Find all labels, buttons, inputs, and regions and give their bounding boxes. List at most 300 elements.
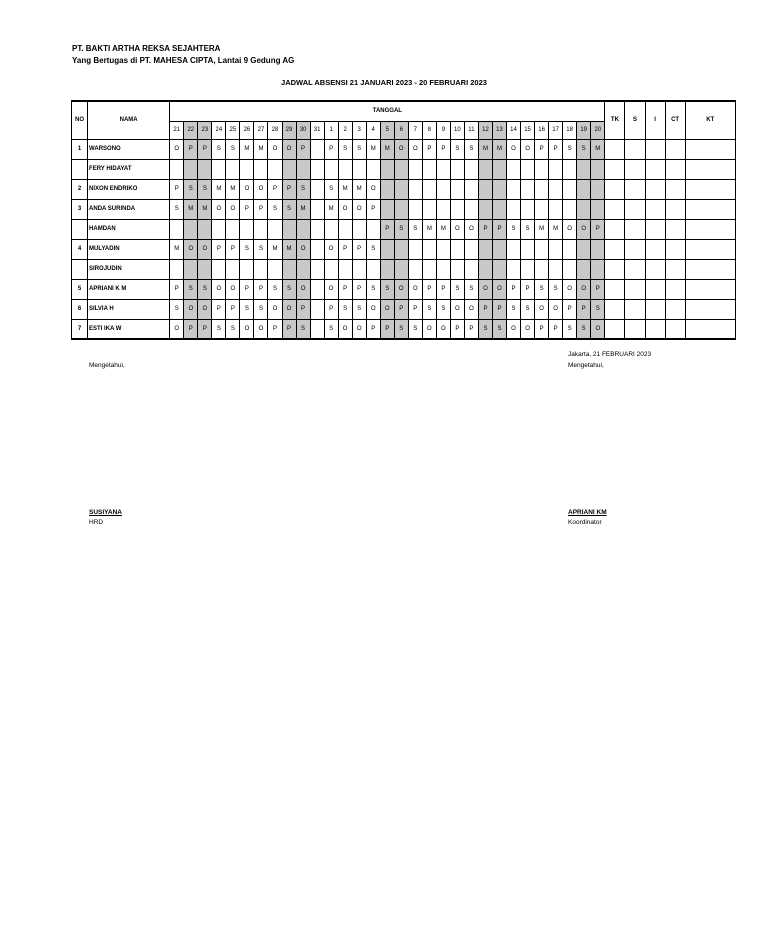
- shift-cell: [296, 159, 310, 179]
- summary-s-cell: [625, 299, 645, 319]
- shift-cell: S: [170, 199, 184, 219]
- shift-cell: O: [240, 179, 254, 199]
- summary-ct-cell: [665, 199, 685, 219]
- shift-cell: [549, 259, 563, 279]
- right-place-date: Jakarta, 21 FEBRUARI 2023: [568, 351, 652, 358]
- table-row: [72, 279, 736, 299]
- shift-cell: [240, 259, 254, 279]
- shift-cell: [563, 259, 577, 279]
- shift-cell: P: [240, 199, 254, 219]
- summary-ct-cell: [665, 319, 685, 339]
- shift-cell: [310, 299, 324, 319]
- col-header-name: NAMA: [88, 101, 170, 139]
- shift-cell: P: [282, 319, 296, 339]
- shift-cell: M: [170, 239, 184, 259]
- shift-cell: S: [380, 279, 394, 299]
- shift-cell: S: [549, 279, 563, 299]
- shift-cell: [577, 259, 591, 279]
- shift-cell: [170, 219, 184, 239]
- shift-cell: [577, 159, 591, 179]
- day-header: 12: [478, 121, 492, 139]
- shift-cell: [507, 179, 521, 199]
- shift-cell: O: [591, 319, 605, 339]
- shift-cell: P: [422, 139, 436, 159]
- shift-cell: O: [170, 319, 184, 339]
- shift-cell: [464, 259, 478, 279]
- summary-ct-cell: [665, 159, 685, 179]
- shift-cell: S: [226, 319, 240, 339]
- shift-cell: S: [436, 299, 450, 319]
- shift-cell: P: [450, 319, 464, 339]
- row-number: 6: [72, 299, 88, 319]
- shift-cell: P: [591, 279, 605, 299]
- col-header-no: NO: [72, 101, 88, 139]
- employee-name: FERY HIDAYAT: [88, 159, 170, 179]
- shift-cell: [408, 239, 422, 259]
- summary-i-cell: [645, 179, 665, 199]
- shift-cell: O: [507, 319, 521, 339]
- shift-cell: [240, 159, 254, 179]
- shift-cell: O: [282, 139, 296, 159]
- col-header-tk: TK: [605, 101, 625, 139]
- shift-cell: P: [198, 139, 212, 159]
- shift-cell: S: [478, 319, 492, 339]
- shift-cell: [240, 219, 254, 239]
- shift-cell: P: [577, 299, 591, 319]
- shift-cell: O: [170, 139, 184, 159]
- shift-cell: O: [577, 279, 591, 299]
- summary-kt-cell: [685, 199, 735, 219]
- shift-cell: P: [170, 279, 184, 299]
- shift-cell: P: [338, 239, 352, 259]
- shift-cell: [521, 179, 535, 199]
- shift-cell: P: [366, 199, 380, 219]
- shift-cell: S: [450, 139, 464, 159]
- shift-cell: [324, 159, 338, 179]
- shift-cell: S: [535, 279, 549, 299]
- shift-cell: O: [464, 219, 478, 239]
- shift-cell: [380, 199, 394, 219]
- shift-cell: S: [296, 179, 310, 199]
- shift-cell: M: [478, 139, 492, 159]
- shift-cell: [521, 239, 535, 259]
- shift-cell: S: [198, 179, 212, 199]
- shift-cell: O: [282, 299, 296, 319]
- shift-cell: [212, 159, 226, 179]
- right-acknowledge: Mengetahui,: [568, 362, 604, 369]
- shift-cell: P: [240, 279, 254, 299]
- shift-cell: M: [268, 239, 282, 259]
- shift-cell: [563, 239, 577, 259]
- summary-kt-cell: [685, 179, 735, 199]
- shift-cell: O: [577, 219, 591, 239]
- shift-cell: O: [408, 279, 422, 299]
- shift-cell: P: [198, 319, 212, 339]
- shift-cell: O: [184, 239, 198, 259]
- shift-cell: [422, 159, 436, 179]
- attendance-table: [71, 100, 736, 340]
- shift-cell: [507, 159, 521, 179]
- shift-cell: M: [254, 139, 268, 159]
- shift-cell: M: [422, 219, 436, 239]
- shift-cell: O: [422, 319, 436, 339]
- shift-cell: S: [324, 179, 338, 199]
- shift-cell: O: [184, 299, 198, 319]
- shift-cell: O: [521, 319, 535, 339]
- shift-cell: [310, 159, 324, 179]
- summary-tk-cell: [605, 299, 625, 319]
- employee-name: APRIANI K M: [88, 279, 170, 299]
- shift-cell: O: [226, 279, 240, 299]
- day-header: 30: [296, 121, 310, 139]
- shift-cell: S: [450, 279, 464, 299]
- day-header: 25: [226, 121, 240, 139]
- shift-cell: [535, 259, 549, 279]
- shift-cell: S: [226, 139, 240, 159]
- shift-cell: [521, 259, 535, 279]
- shift-cell: P: [492, 299, 506, 319]
- shift-cell: M: [338, 179, 352, 199]
- shift-cell: O: [366, 179, 380, 199]
- shift-cell: [380, 259, 394, 279]
- shift-cell: [310, 239, 324, 259]
- employee-name: ANDA SURINDA: [88, 199, 170, 219]
- shift-cell: S: [268, 199, 282, 219]
- row-number: [72, 219, 88, 239]
- shift-cell: [507, 239, 521, 259]
- shift-cell: [492, 259, 506, 279]
- shift-cell: [549, 239, 563, 259]
- shift-cell: P: [380, 319, 394, 339]
- shift-cell: [170, 159, 184, 179]
- row-number: 1: [72, 139, 88, 159]
- shift-cell: O: [324, 279, 338, 299]
- shift-cell: [170, 259, 184, 279]
- shift-cell: M: [352, 179, 366, 199]
- day-header: 6: [394, 121, 408, 139]
- shift-cell: S: [577, 139, 591, 159]
- shift-cell: [535, 179, 549, 199]
- shift-cell: P: [324, 299, 338, 319]
- shift-cell: [478, 159, 492, 179]
- employee-name: SIROJUDIN: [88, 259, 170, 279]
- day-header: 2: [338, 121, 352, 139]
- summary-s-cell: [625, 239, 645, 259]
- day-header: 31: [310, 121, 324, 139]
- day-header: 5: [380, 121, 394, 139]
- shift-cell: [591, 179, 605, 199]
- shift-cell: [492, 159, 506, 179]
- shift-cell: S: [338, 299, 352, 319]
- day-header: 19: [577, 121, 591, 139]
- shift-cell: [352, 159, 366, 179]
- day-header: 29: [282, 121, 296, 139]
- shift-cell: [436, 179, 450, 199]
- summary-i-cell: [645, 239, 665, 259]
- col-header-ct: CT: [665, 101, 685, 139]
- company-name: PT. BAKTI ARTHA REKSA SEJAHTERA: [72, 44, 221, 53]
- shift-cell: [394, 239, 408, 259]
- shift-cell: O: [338, 199, 352, 219]
- shift-cell: [226, 159, 240, 179]
- shift-cell: [422, 179, 436, 199]
- shift-cell: [212, 219, 226, 239]
- summary-ct-cell: [665, 259, 685, 279]
- shift-cell: [310, 199, 324, 219]
- shift-cell: [436, 259, 450, 279]
- shift-cell: [521, 199, 535, 219]
- shift-cell: [324, 259, 338, 279]
- summary-kt-cell: [685, 139, 735, 159]
- shift-cell: M: [366, 139, 380, 159]
- shift-cell: O: [380, 299, 394, 319]
- shift-cell: P: [226, 239, 240, 259]
- shift-cell: S: [563, 139, 577, 159]
- summary-tk-cell: [605, 159, 625, 179]
- shift-cell: [422, 199, 436, 219]
- summary-i-cell: [645, 219, 665, 239]
- shift-cell: [394, 179, 408, 199]
- shift-cell: M: [436, 219, 450, 239]
- shift-cell: [310, 179, 324, 199]
- shift-cell: S: [282, 279, 296, 299]
- day-header: 22: [184, 121, 198, 139]
- summary-s-cell: [625, 259, 645, 279]
- row-number: [72, 259, 88, 279]
- shift-cell: O: [352, 199, 366, 219]
- shift-cell: S: [577, 319, 591, 339]
- shift-cell: [184, 259, 198, 279]
- day-header: 18: [563, 121, 577, 139]
- shift-cell: [310, 219, 324, 239]
- col-header-i: I: [645, 101, 665, 139]
- shift-cell: O: [212, 279, 226, 299]
- summary-tk-cell: [605, 239, 625, 259]
- shift-cell: S: [366, 239, 380, 259]
- shift-cell: P: [296, 139, 310, 159]
- day-header: 17: [549, 121, 563, 139]
- table-row: [72, 299, 736, 319]
- shift-cell: S: [352, 299, 366, 319]
- shift-cell: S: [240, 299, 254, 319]
- shift-cell: O: [563, 279, 577, 299]
- shift-cell: M: [198, 199, 212, 219]
- shift-cell: M: [212, 179, 226, 199]
- shift-cell: [492, 239, 506, 259]
- shift-cell: S: [394, 319, 408, 339]
- shift-cell: [198, 259, 212, 279]
- shift-cell: [521, 159, 535, 179]
- shift-cell: S: [184, 279, 198, 299]
- shift-cell: M: [296, 199, 310, 219]
- shift-cell: [212, 259, 226, 279]
- shift-cell: [282, 219, 296, 239]
- table-row: [72, 219, 736, 239]
- left-signatory-name: SUSIYANA: [89, 509, 122, 516]
- day-header: 13: [492, 121, 506, 139]
- summary-i-cell: [645, 259, 665, 279]
- shift-cell: O: [394, 139, 408, 159]
- shift-cell: [226, 259, 240, 279]
- shift-cell: S: [352, 139, 366, 159]
- shift-cell: O: [394, 279, 408, 299]
- shift-cell: M: [324, 199, 338, 219]
- table-row: [72, 159, 736, 179]
- shift-cell: [366, 159, 380, 179]
- shift-cell: O: [226, 199, 240, 219]
- shift-cell: S: [282, 199, 296, 219]
- shift-cell: [464, 239, 478, 259]
- shift-cell: [408, 259, 422, 279]
- shift-cell: S: [507, 299, 521, 319]
- right-signatory-name: APRIANI KM: [568, 509, 607, 516]
- shift-cell: [254, 259, 268, 279]
- shift-cell: S: [212, 319, 226, 339]
- shift-cell: O: [478, 279, 492, 299]
- employee-name: MULYADIN: [88, 239, 170, 259]
- summary-s-cell: [625, 179, 645, 199]
- shift-cell: P: [535, 319, 549, 339]
- table-row: [72, 259, 736, 279]
- shift-cell: S: [198, 279, 212, 299]
- shift-cell: S: [408, 219, 422, 239]
- summary-i-cell: [645, 299, 665, 319]
- shift-cell: [310, 139, 324, 159]
- shift-cell: [507, 259, 521, 279]
- shift-cell: [310, 259, 324, 279]
- row-number: 7: [72, 319, 88, 339]
- summary-kt-cell: [685, 219, 735, 239]
- day-header: 4: [366, 121, 380, 139]
- day-header: 28: [268, 121, 282, 139]
- shift-cell: S: [268, 279, 282, 299]
- summary-ct-cell: [665, 239, 685, 259]
- shift-cell: O: [436, 319, 450, 339]
- shift-cell: [464, 159, 478, 179]
- shift-cell: S: [563, 319, 577, 339]
- shift-cell: [436, 199, 450, 219]
- day-header: 26: [240, 121, 254, 139]
- shift-cell: S: [170, 299, 184, 319]
- summary-ct-cell: [665, 219, 685, 239]
- row-number: 2: [72, 179, 88, 199]
- summary-i-cell: [645, 159, 665, 179]
- day-header: 21: [170, 121, 184, 139]
- summary-i-cell: [645, 199, 665, 219]
- shift-cell: P: [478, 299, 492, 319]
- shift-cell: O: [521, 139, 535, 159]
- shift-cell: O: [198, 239, 212, 259]
- shift-cell: O: [450, 299, 464, 319]
- employee-name: WARSONO: [88, 139, 170, 159]
- shift-cell: [464, 179, 478, 199]
- summary-s-cell: [625, 159, 645, 179]
- shift-cell: O: [338, 319, 352, 339]
- summary-s-cell: [625, 139, 645, 159]
- shift-cell: P: [549, 319, 563, 339]
- table-row: [72, 239, 736, 259]
- shift-cell: O: [198, 299, 212, 319]
- shift-cell: S: [366, 279, 380, 299]
- shift-cell: [464, 199, 478, 219]
- shift-cell: S: [507, 219, 521, 239]
- shift-cell: P: [212, 239, 226, 259]
- shift-cell: P: [380, 219, 394, 239]
- summary-kt-cell: [685, 159, 735, 179]
- shift-cell: M: [492, 139, 506, 159]
- day-header: 14: [507, 121, 521, 139]
- summary-tk-cell: [605, 219, 625, 239]
- day-header: 24: [212, 121, 226, 139]
- shift-cell: [535, 159, 549, 179]
- summary-tk-cell: [605, 279, 625, 299]
- shift-cell: S: [591, 299, 605, 319]
- shift-cell: [380, 239, 394, 259]
- shift-cell: P: [352, 279, 366, 299]
- shift-cell: M: [380, 139, 394, 159]
- table-row: [72, 319, 736, 339]
- shift-cell: P: [563, 299, 577, 319]
- shift-cell: P: [296, 299, 310, 319]
- shift-cell: [492, 179, 506, 199]
- shift-cell: O: [268, 299, 282, 319]
- summary-tk-cell: [605, 139, 625, 159]
- shift-cell: S: [296, 319, 310, 339]
- shift-cell: [450, 199, 464, 219]
- shift-cell: O: [492, 279, 506, 299]
- shift-cell: P: [226, 299, 240, 319]
- shift-cell: [338, 159, 352, 179]
- table-row: [72, 179, 736, 199]
- shift-cell: [394, 259, 408, 279]
- shift-cell: [591, 259, 605, 279]
- shift-cell: S: [254, 239, 268, 259]
- shift-cell: P: [422, 279, 436, 299]
- shift-cell: [184, 219, 198, 239]
- shift-cell: P: [268, 179, 282, 199]
- shift-cell: [492, 199, 506, 219]
- day-header: 11: [464, 121, 478, 139]
- employee-name: ESTI IKA W: [88, 319, 170, 339]
- shift-cell: S: [212, 139, 226, 159]
- shift-cell: [394, 159, 408, 179]
- shift-cell: P: [184, 139, 198, 159]
- summary-kt-cell: [685, 279, 735, 299]
- shift-cell: [380, 179, 394, 199]
- summary-s-cell: [625, 219, 645, 239]
- summary-tk-cell: [605, 259, 625, 279]
- shift-cell: [436, 159, 450, 179]
- shift-cell: [422, 239, 436, 259]
- shift-cell: [282, 259, 296, 279]
- summary-ct-cell: [665, 179, 685, 199]
- shift-cell: [577, 179, 591, 199]
- summary-ct-cell: [665, 299, 685, 319]
- shift-cell: S: [464, 139, 478, 159]
- shift-cell: [198, 159, 212, 179]
- shift-cell: [254, 159, 268, 179]
- shift-cell: [282, 159, 296, 179]
- shift-cell: [591, 239, 605, 259]
- shift-cell: O: [507, 139, 521, 159]
- summary-tk-cell: [605, 319, 625, 339]
- shift-cell: [577, 199, 591, 219]
- shift-cell: [450, 179, 464, 199]
- shift-cell: P: [282, 179, 296, 199]
- shift-cell: S: [240, 239, 254, 259]
- employee-name: HAMDAN: [88, 219, 170, 239]
- shift-cell: P: [492, 219, 506, 239]
